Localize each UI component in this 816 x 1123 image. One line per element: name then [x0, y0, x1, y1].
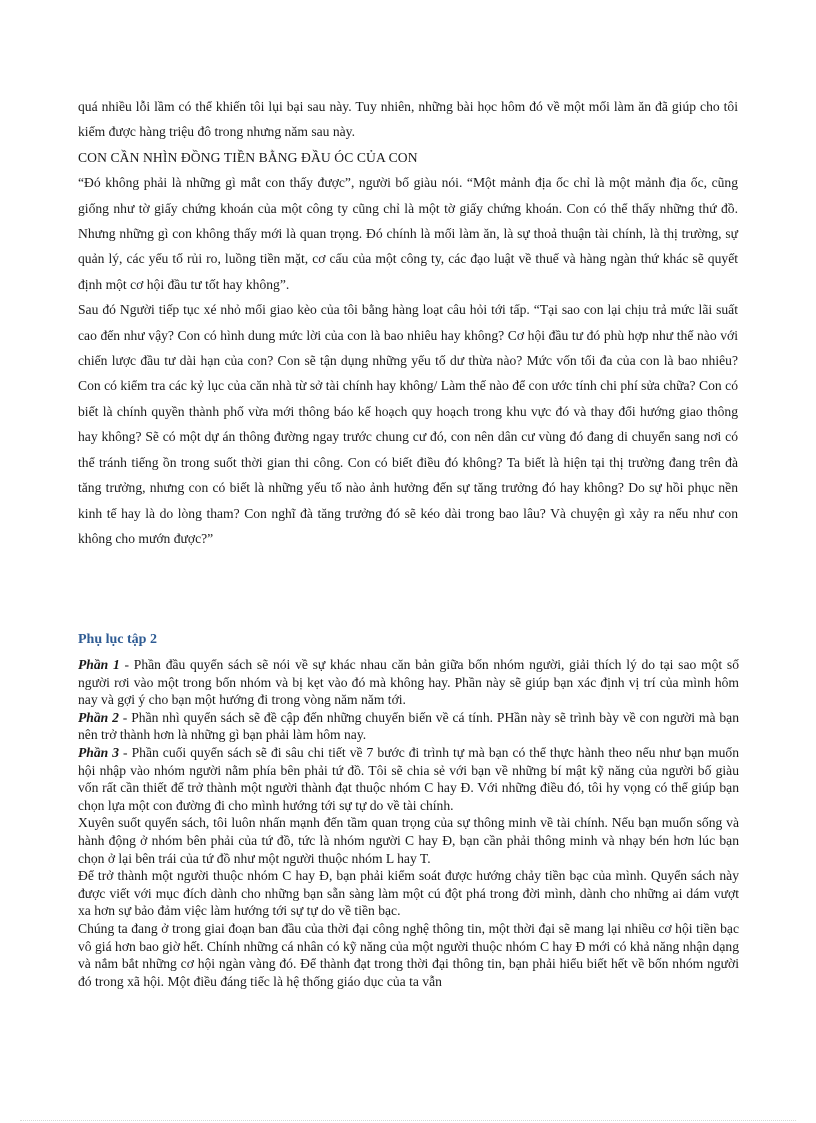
appendix-text-section	[78, 656, 739, 990]
part-2-paragraph	[78, 709, 739, 744]
page-bottom-divider	[20, 1120, 796, 1121]
paragraph-control-cashflow: Để trở thành một người thuộc nhóm C hay Đ, bạn phải kiểm soát được hướng chảy tiền bạc của mình. Quyển sách này được viết với mục đích dành cho những bạn sẵn sàng làm một cú đột phá trong đời mình, dành cho những ai dám vượt xa hơn sự bảo đảm việc làm hướng tới sự tự do về tiền bạc.	[78, 868, 739, 919]
part-1-text: - Phần đầu quyển sách sẽ nói về sự khác nhau căn bản giữa bốn nhóm người, giải thích lý do tại sao một số người rơi vào một trong bốn nhóm và bị kẹt vào đó mà không hay. Phần này sẽ giúp bạn xác định vị trí của mình hôm nay và gợi ý cho bạn một hướng đi trong vòng năm năm tới.	[78, 657, 739, 708]
paragraph-financial-intelligence: Xuyên suốt quyển sách, tôi luôn nhấn mạnh đến tầm quan trọng của sự thông minh về tài chính. Nếu bạn muốn sống và hành động ở nhóm bên phải của tứ đồ, tức là nhóm người C hay Đ, bạn cần phải thông minh và nhạy bén hơn lúc bạn chọn ở lại bên trái của tứ đồ như một người thuộc nhóm L hay T.	[78, 815, 739, 866]
upper-text-section	[78, 94, 738, 551]
paragraph-rich-dad-quote: “Đó không phải là những gì mắt con thấy được”, người bố giàu nói. “Một mảnh địa ốc chỉ là một mảnh địa ốc, cũng giống như tờ giấy chứng khoán của một công ty cũng chỉ là một tờ giấy chứng khoán. Con có thể thấy những thứ đồ. Nhưng những gì con không thấy mới là quan trọng. Đó chính là mối làm ăn, là sự thoả thuận tài chính, là thị trường, sự quản lý, các yếu tố rủi ro, luồng tiền mặt, cơ cấu của một công ty, các đạo luật về thuế và hàng ngàn thứ khác sẽ quyết định một cơ hội đầu tư tốt hay không”.	[78, 175, 738, 292]
part-1-paragraph	[78, 656, 739, 709]
appendix-title: Phụ lục tập 2	[78, 632, 157, 647]
part-2-text: - Phần nhì quyển sách sẽ đề cập đến những chuyển biến về cá tính. PHần này sẽ trình bày về con người mà bạn nên trở thành hơn là những gì bạn phải làm hôm nay.	[78, 709, 739, 743]
part-3-paragraph	[78, 744, 739, 814]
part-3-text: - Phần cuối quyển sách sẽ đi sâu chi tiết về 7 bước đi trình tự mà bạn có thể thực hành theo nếu như bạn muốn hội nhập vào nhóm người nằm phía bên phải tứ đồ. Tôi sẽ chia sẻ với bạn về những bí mật kỹ năng của người bố giàu vốn rất cần thiết để trở thành một người thành đạt thuộc nhóm C hay Đ. Với những điều đó, tôi hy vọng có thể giúp bạn chọn lựa một con đường đi cho mình hướng tới sự tự do về tài chính.	[78, 744, 739, 813]
part-1-label: Phần 1	[78, 657, 120, 672]
paragraph-information-age: Chúng ta đang ở trong giai đoạn ban đầu của thời đại công nghệ thông tin, một thời đại sẽ mang lại nhiều cơ hội tiền bạc vô giá hơn bao giờ hết. Chính những cá nhân có kỹ năng của một người thuộc nhóm C hay Đ mới có khả năng nhận dạng và nắm bắt những cơ hội ngàn vàng đó. Để thành đạt trong thời đại thông tin, bạn phải hiểu biết hết về bốn nhóm người đó trong xã hội. Một điều đáng tiếc là hệ thống giáo dục của ta vẫn	[78, 920, 739, 989]
paragraph-questions: Sau đó Người tiếp tục xé nhỏ mối giao kèo của tôi bằng hàng loạt câu hỏi tới tấp. “Tại sao con lại chịu trả mức lãi suất cao đến như vậy? Con có hình dung mức lời của con là bao nhiêu hay không? Cơ hội đầu tư đó phù hợp như thế nào với chiến lược đầu tư dài hạn của con? Con sẽ tận dụng những yếu tố dư thừa nào? Mức vốn tối đa của con là bao nhiêu? Con có kiểm tra các kỷ lục của căn nhà từ sở tài chính hay không/ Làm thế nào để con ước tính chi phí sửa chữa? Con có biết là chính quyền thành phố vừa mới thông báo kế hoạch quy hoạch trong khu vực đó và thay đổi hướng giao thông hay không? Sẽ có một dự án thông đường ngay trước chung cư đó, con nên dân cư vùng đó đang di chuyển sang nơi có thể tránh tiếng ồn trong suốt thời gian thi công. Con có biết điều đó không? Ta biết là hiện tại thị trường đang trên đà tăng trưởng, nhưng con có biết là những yếu tố nào ảnh hưởng đến sự tăng trưởng đó hay không? Do sự hồi phục nền kinh tế hay là do lòng tham? Con nghĩ đà tăng trưởng đó sẽ kéo dài trong bao lâu? Và chuyện gì xảy ra nếu như con không cho mướn được?”	[78, 302, 738, 546]
paragraph-continuation: quá nhiều lỗi lầm có thể khiến tôi lụi bại sau này. Tuy nhiên, những bài học hôm đó về một mối làm ăn đã giúp cho tôi kiếm được hàng triệu đô trong nhưng năm sau này.	[78, 99, 738, 140]
section-heading: CON CẦN NHÌN ĐỒNG TIỀN BẰNG ĐẦU ÓC CỦA CON	[78, 149, 418, 165]
part-2-label: Phần 2	[78, 709, 119, 725]
part-3-label: Phần 3	[78, 744, 120, 760]
